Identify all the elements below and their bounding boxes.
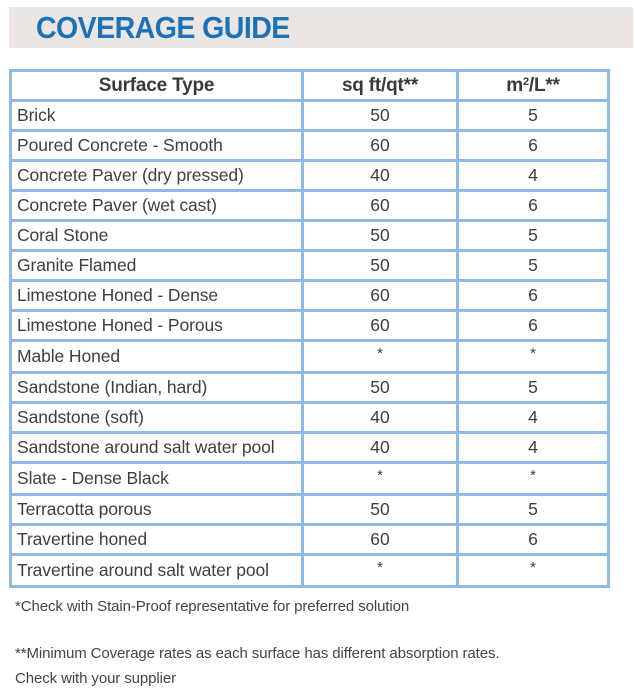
cell-surface-type: Concrete Paver (wet cast) <box>11 191 303 221</box>
cell-sqft-per-qt: 50 <box>303 495 458 525</box>
cell-m2-per-l: * <box>458 341 609 373</box>
footnote-double-star: **Minimum Coverage rates as each surface has different absorption rates. <box>15 645 500 662</box>
header-m2-prefix: m <box>506 74 523 96</box>
cell-sqft-per-qt: 60 <box>303 191 458 221</box>
cell-sqft-per-qt: 40 <box>303 433 458 463</box>
cell-surface-type: Travertine around salt water pool <box>11 555 303 587</box>
cell-m2-per-l: 4 <box>458 433 609 463</box>
cell-surface-type: Travertine honed <box>11 525 303 555</box>
cell-surface-type: Slate - Dense Black <box>11 463 303 495</box>
cell-surface-type: Mable Honed <box>11 341 303 373</box>
cell-m2-per-l: 5 <box>458 101 609 131</box>
cell-sqft-per-qt: * <box>303 555 458 587</box>
cell-surface-type: Poured Concrete - Smooth <box>11 131 303 161</box>
cell-m2-per-l: 5 <box>458 221 609 251</box>
table-row <box>11 433 609 463</box>
table-row <box>11 221 609 251</box>
header-sqft-per-qt: sq ft/qt** <box>303 71 458 101</box>
cell-m2-per-l: 6 <box>458 131 609 161</box>
cell-m2-per-l: 6 <box>458 311 609 341</box>
cell-surface-type: Limestone Honed - Dense <box>11 281 303 311</box>
table-row <box>11 463 609 495</box>
cell-surface-type: Sandstone (soft) <box>11 403 303 433</box>
cell-surface-type: Sandstone around salt water pool <box>11 433 303 463</box>
cell-sqft-per-qt: 60 <box>303 311 458 341</box>
cell-sqft-per-qt: 40 <box>303 161 458 191</box>
cell-sqft-per-qt: 50 <box>303 101 458 131</box>
cell-sqft-per-qt: * <box>303 463 458 495</box>
cell-surface-type: Granite Flamed <box>11 251 303 281</box>
cell-sqft-per-qt: 50 <box>303 251 458 281</box>
table-row <box>11 495 609 525</box>
table-row <box>11 161 609 191</box>
title-band <box>9 7 633 48</box>
table-row <box>11 403 609 433</box>
cell-m2-per-l: 6 <box>458 191 609 221</box>
table-row <box>11 101 609 131</box>
table-row <box>11 281 609 311</box>
table-row <box>11 341 609 373</box>
cell-m2-per-l: 6 <box>458 281 609 311</box>
table-row <box>11 191 609 221</box>
cell-sqft-per-qt: 60 <box>303 131 458 161</box>
cell-sqft-per-qt: 40 <box>303 403 458 433</box>
cell-surface-type: Concrete Paver (dry pressed) <box>11 161 303 191</box>
cell-sqft-per-qt: 60 <box>303 525 458 555</box>
cell-sqft-per-qt: * <box>303 341 458 373</box>
cell-surface-type: Terracotta porous <box>11 495 303 525</box>
header-m2-per-l <box>458 71 609 101</box>
table-row <box>11 555 609 587</box>
header-m2-suffix: /L** <box>528 74 560 96</box>
coverage-table <box>9 69 610 588</box>
cell-m2-per-l: 5 <box>458 373 609 403</box>
cell-surface-type: Coral Stone <box>11 221 303 251</box>
cell-sqft-per-qt: 50 <box>303 373 458 403</box>
cell-m2-per-l: 5 <box>458 495 609 525</box>
header-surface-type: Surface Type <box>11 71 303 101</box>
page-title: COVERAGE GUIDE <box>36 10 290 45</box>
cell-m2-per-l: * <box>458 555 609 587</box>
footnote-single-star: *Check with Stain-Proof representative for preferred solution <box>15 598 410 615</box>
table-row <box>11 373 609 403</box>
header-m2-superscript: 2 <box>522 75 529 88</box>
table-row <box>11 525 609 555</box>
cell-surface-type: Brick <box>11 101 303 131</box>
table-body <box>11 101 609 587</box>
cell-m2-per-l: 4 <box>458 403 609 433</box>
cell-surface-type: Sandstone (Indian, hard) <box>11 373 303 403</box>
cell-m2-per-l: 4 <box>458 161 609 191</box>
table-row <box>11 311 609 341</box>
cell-m2-per-l: * <box>458 463 609 495</box>
table-row <box>11 131 609 161</box>
cell-sqft-per-qt: 60 <box>303 281 458 311</box>
table-header-row <box>11 71 609 101</box>
table-row <box>11 251 609 281</box>
footnote-double-star-continued: Check with your supplier <box>15 670 177 687</box>
cell-sqft-per-qt: 50 <box>303 221 458 251</box>
cell-m2-per-l: 5 <box>458 251 609 281</box>
cell-surface-type: Limestone Honed - Porous <box>11 311 303 341</box>
cell-m2-per-l: 6 <box>458 525 609 555</box>
